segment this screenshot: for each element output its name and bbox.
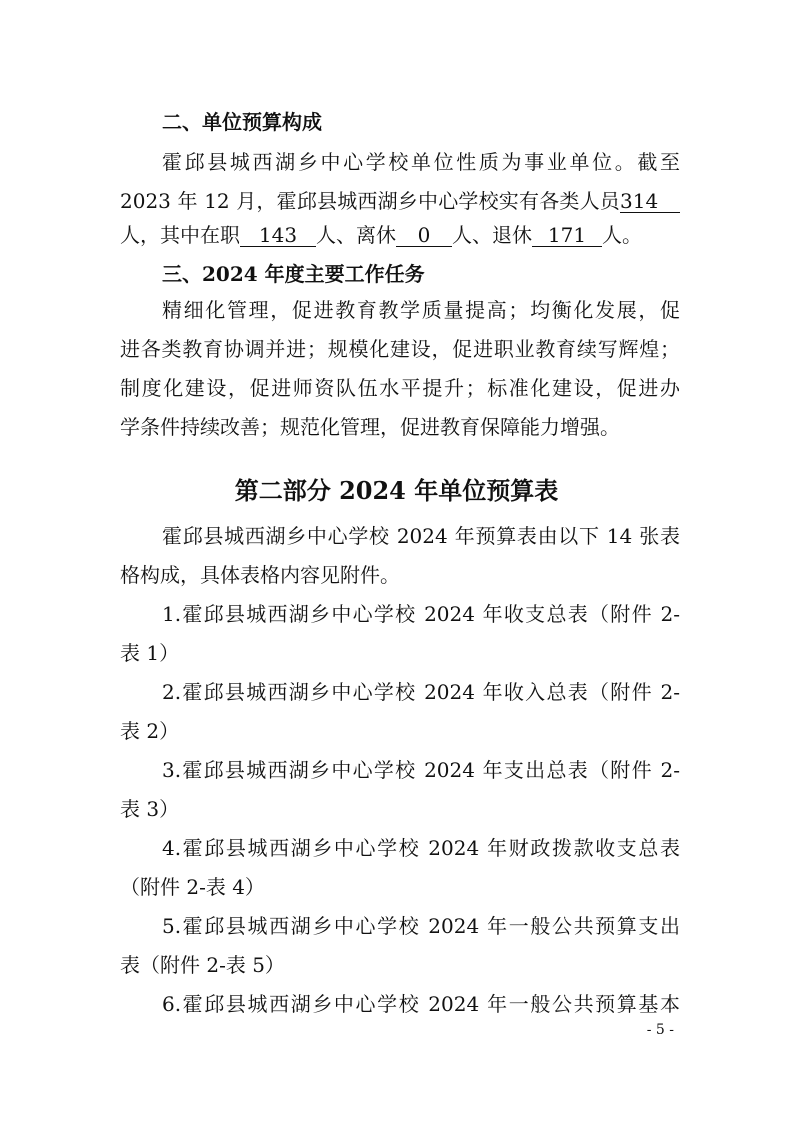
part-2-intro-line-1: 霍邱县城西湖乡中心学校 2024 年预算表由以下 14 张表 — [162, 524, 680, 548]
list-item-6-line-1: 6.霍邱县城西湖乡中心学校 2024 年一般公共预算基本 — [162, 992, 680, 1016]
section-3-line-2: 进各类教育协调并进；规模化建设，促进职业教育续写辉煌； — [120, 337, 680, 361]
list-item-3-line-2: 表 3） — [120, 797, 180, 821]
line-3-part-b: 人、离休 — [316, 223, 396, 247]
list-item-1-line-1: 1.霍邱县城西湖乡中心学校 2024 年收支总表（附件 2- — [162, 602, 680, 626]
line-3-part-c: 人、退休 — [452, 223, 532, 247]
part-2-title: 第二部分 2024 年单位预算表 — [234, 476, 559, 505]
part-2-intro-line-2: 格构成，具体表格内容见附件。 — [120, 563, 400, 587]
section-3-line-4: 学条件持续改善；规范化管理，促进教育保障能力增强。 — [120, 415, 620, 439]
section-3-heading: 三、2024 年度主要工作任务 — [162, 262, 425, 286]
total-staff-value: 314 — [620, 190, 680, 213]
retired-tx-value: 171 — [532, 224, 602, 247]
page-number: - 5 - — [646, 1022, 674, 1038]
section-2-line-1: 霍邱县城西湖乡中心学校单位性质为事业单位。截至 — [162, 150, 680, 174]
employed-value: 143 — [240, 224, 316, 247]
section-2-line-3 — [120, 215, 680, 255]
list-item-5-line-1: 5.霍邱县城西湖乡中心学校 2024 年一般公共预算支出 — [162, 914, 680, 938]
section-2-line-2-text: 2023 年 12 月，霍邱县城西湖乡中心学校实有各类人员 — [120, 189, 620, 213]
retired-lx-value: 0 — [396, 224, 452, 247]
list-item-1-line-2: 表 1） — [120, 641, 180, 665]
section-3-line-3: 制度化建设，促进师资队伍水平提升；标准化建设，促进办 — [120, 376, 680, 400]
line-3-part-a: 人，其中在职 — [120, 223, 240, 247]
section-3-line-1: 精细化管理，促进教育教学质量提高；均衡化发展，促 — [162, 298, 680, 322]
list-item-4-line-1: 4.霍邱县城西湖乡中心学校 2024 年财政拨款收支总表 — [162, 836, 680, 860]
section-2-heading: 二、单位预算构成 — [162, 110, 322, 134]
list-item-2-line-2: 表 2） — [120, 719, 180, 743]
list-item-4-line-2: （附件 2-表 4） — [120, 875, 265, 899]
list-item-3-line-1: 3.霍邱县城西湖乡中心学校 2024 年支出总表（附件 2- — [162, 758, 680, 782]
list-item-2-line-1: 2.霍邱县城西湖乡中心学校 2024 年收入总表（附件 2- — [162, 680, 680, 704]
line-3-part-d: 人。 — [602, 223, 642, 247]
list-item-5-line-2: 表（附件 2-表 5） — [120, 953, 285, 977]
